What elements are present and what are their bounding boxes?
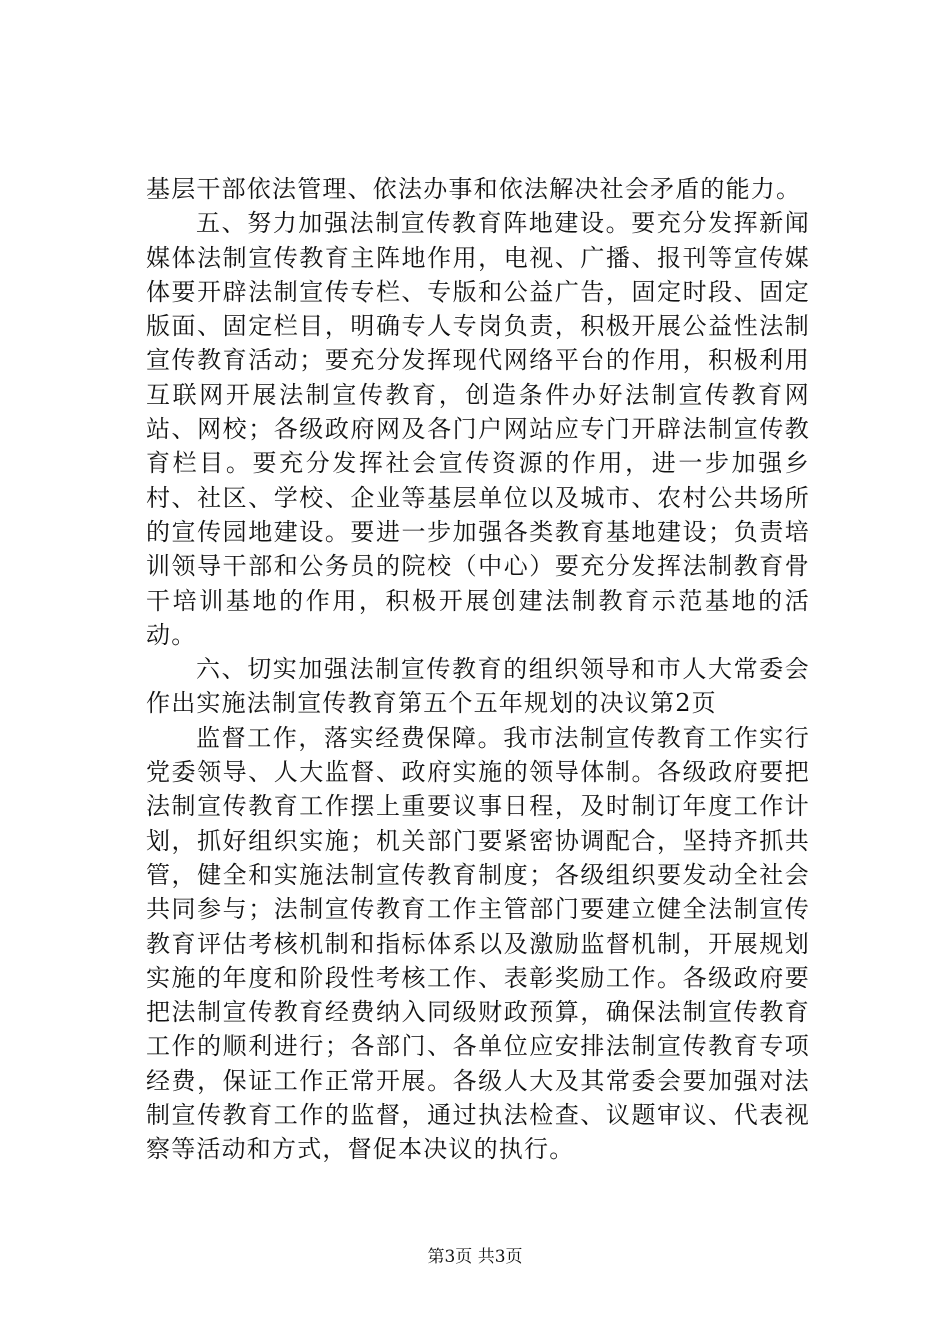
page-footer xyxy=(0,1245,950,1269)
paragraph-supervision: 监督工作，落实经费保障。我市法制宣传教育工作实行党委领导、人大监督、政府实施的领导体制。各级政府要把法制宣传教育工作摆上重要议事日程，及时制订年度工作计划，抓好组织实施；机关部门要紧密协调配合，坚持齐抓共管，健全和实施法制宣传教育制度；各级组织要发动全社会共同参与；法制宣传教育工作主管部门要建立健全法制宣传教育评估考核机制和指标体系以及激励监督机制，开展规划实施的年度和阶段性考核工作、表彰奖励工作。各级政府要把法制宣传教育经费纳入同级财政预算，确保法制宣传教育工作的顺利进行；各部门、各单位应安排法制宣传教育专项经费，保证工作正常开展。各级人大及其常委会要加强对法制宣传教育工作的监督，通过执法检查、议题审议、代表视察等活动和方式，督促本决议的执行。 xyxy=(146,723,810,1164)
paragraph-continuation: 基层干部依法管理、依法办事和依法解决社会矛盾的能力。 xyxy=(146,175,802,203)
page-number: 第3页 共3页 xyxy=(427,1247,523,1267)
paragraph-section-six: 六、切实加强法制宣传教育的组织领导和市人大常委会作出实施法制宣传教育第五个五年规划的决议第2页 xyxy=(146,655,810,718)
paragraph-section-five: 五、努力加强法制宣传教育阵地建设。要充分发挥新闻媒体法制宣传教育主阵地作用，电视、广播、报刊等宣传媒体要开辟法制宣传专栏、专版和公益广告，固定时段、固定版面、固定栏目，明确专人专岗负责，积极开展公益性法制宣传教育活动；要充分发挥现代网络平台的作用，积极利用互联网开展法制宣传教育，创造条件办好法制宣传教育网站、网校；各级政府网及各门户网站应专门开辟法制宣传教育栏目。要充分发挥社会宣传资源的作用，进一步加强乡村、社区、学校、企业等基层单位以及城市、农村公共场所的宣传园地建设。要进一步加强各类教育基地建设；负责培训领导干部和公务员的院校（中心）要充分发挥法制教育骨干培训基地的作用，积极开展创建法制教育示范基地的活动。 xyxy=(146,209,810,649)
document-body xyxy=(146,172,810,1167)
